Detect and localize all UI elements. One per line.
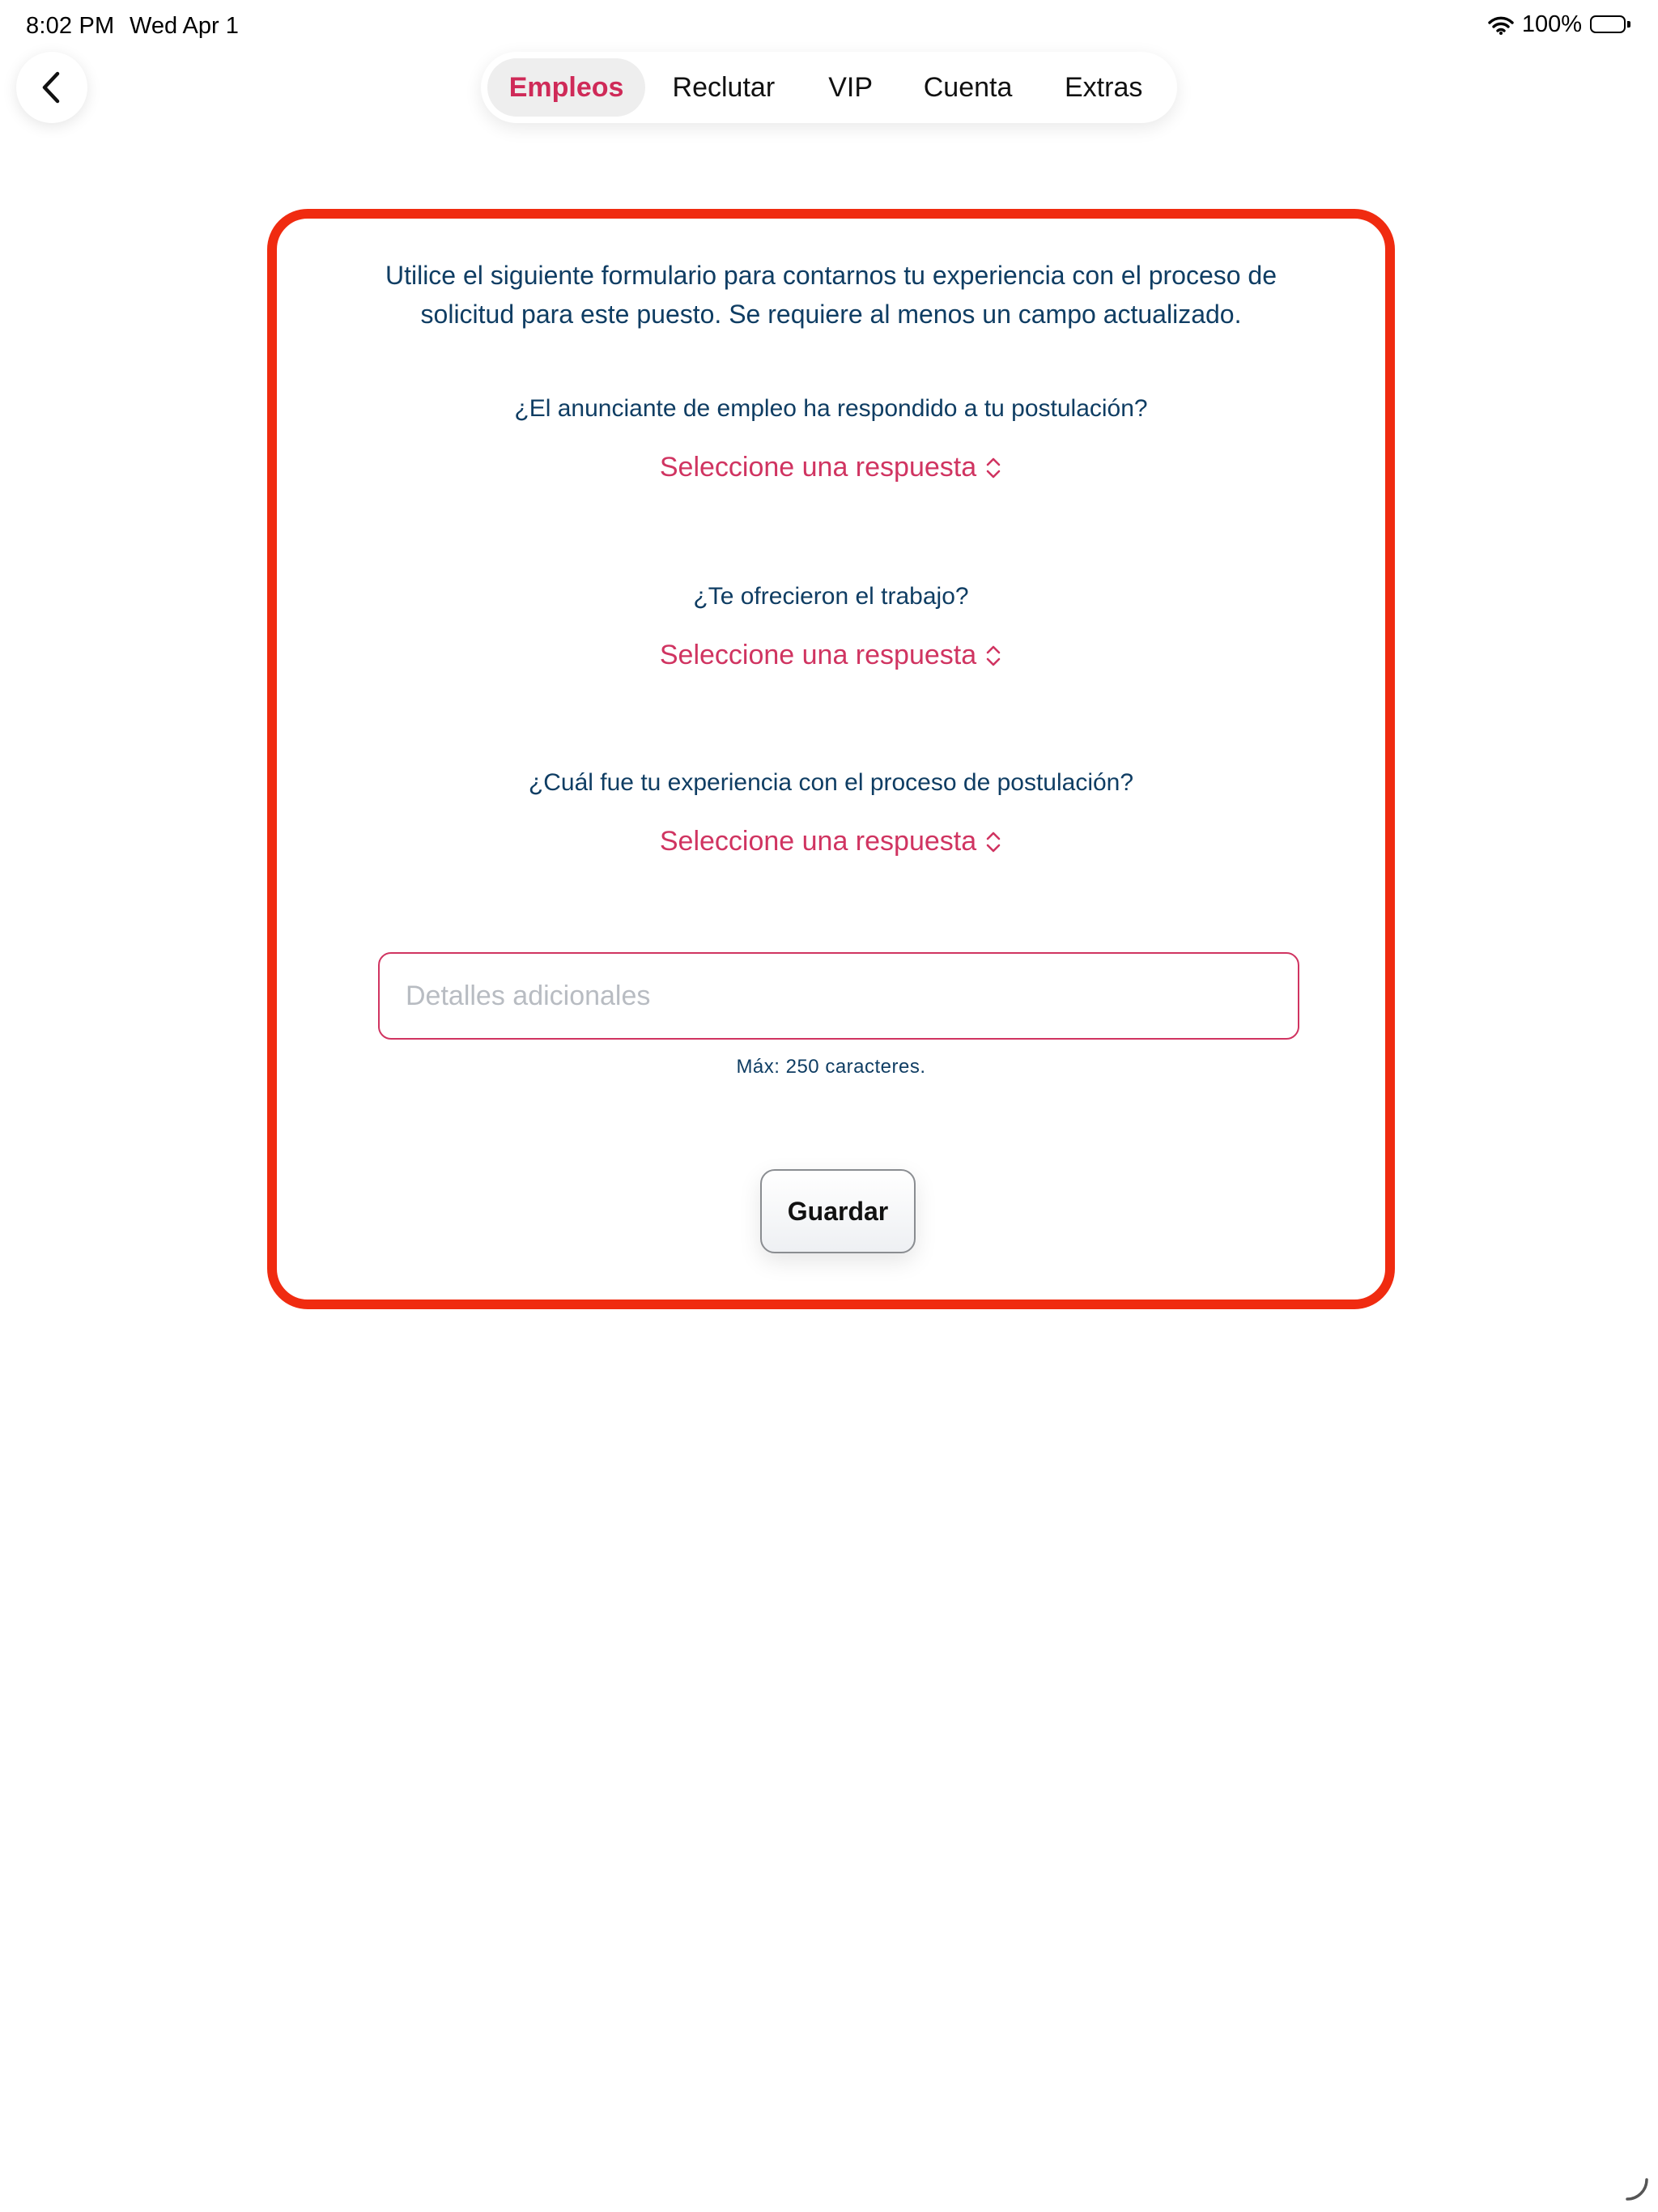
picker-application-experience[interactable]	[277, 826, 1385, 857]
picker-job-offered[interactable]	[277, 640, 1385, 671]
picker-selected-value: Seleccione una respuesta	[659, 452, 977, 483]
back-button[interactable]	[16, 52, 87, 123]
additional-details-input[interactable]	[378, 952, 1299, 1040]
chevron-up-down-icon	[984, 644, 1002, 668]
picker-selected-value: Seleccione una respuesta	[659, 826, 977, 857]
wifi-icon	[1488, 15, 1514, 35]
loading-spinner-icon	[1622, 2175, 1652, 2204]
question-application-experience: ¿Cuál fue tu experiencia con el proceso de postulación?	[528, 769, 1134, 796]
tab-reclutar[interactable]: Reclutar	[672, 71, 776, 103]
status-time: 8:02 PM	[26, 13, 115, 39]
status-indicators	[1488, 11, 1632, 38]
chevron-up-down-icon	[984, 456, 1002, 480]
chevron-up-down-icon	[984, 830, 1002, 854]
character-limit-hint: Máx: 250 caracteres.	[736, 1056, 926, 1078]
chevron-left-icon	[40, 70, 64, 104]
feedback-form-card	[267, 209, 1395, 1309]
form-intro-text: Utilice el siguiente formulario para contarnos tu experiencia con el proceso de solicitud para este puesto. Se requiere al menos un campo actualizado.	[385, 261, 1278, 329]
question-job-offered: ¿Te ofrecieron el trabajo?	[693, 583, 969, 610]
tab-cuenta[interactable]: Cuenta	[923, 71, 1013, 103]
tab-empleos[interactable]: Empleos	[487, 58, 645, 117]
picker-selected-value: Seleccione una respuesta	[659, 640, 977, 670]
battery-icon	[1590, 15, 1632, 35]
save-button[interactable]: Guardar	[760, 1169, 916, 1253]
question-employer-responded: ¿El anunciante de empleo ha respondido a tu postulación?	[514, 395, 1148, 422]
tab-extras[interactable]: Extras	[1065, 71, 1143, 103]
status-date: Wed Apr 1	[130, 13, 239, 39]
top-tab-bar	[481, 52, 1177, 123]
battery-percent: 100%	[1521, 11, 1582, 37]
status-bar	[0, 0, 1658, 52]
tab-vip[interactable]: VIP	[828, 71, 874, 103]
picker-employer-responded[interactable]	[277, 452, 1385, 483]
